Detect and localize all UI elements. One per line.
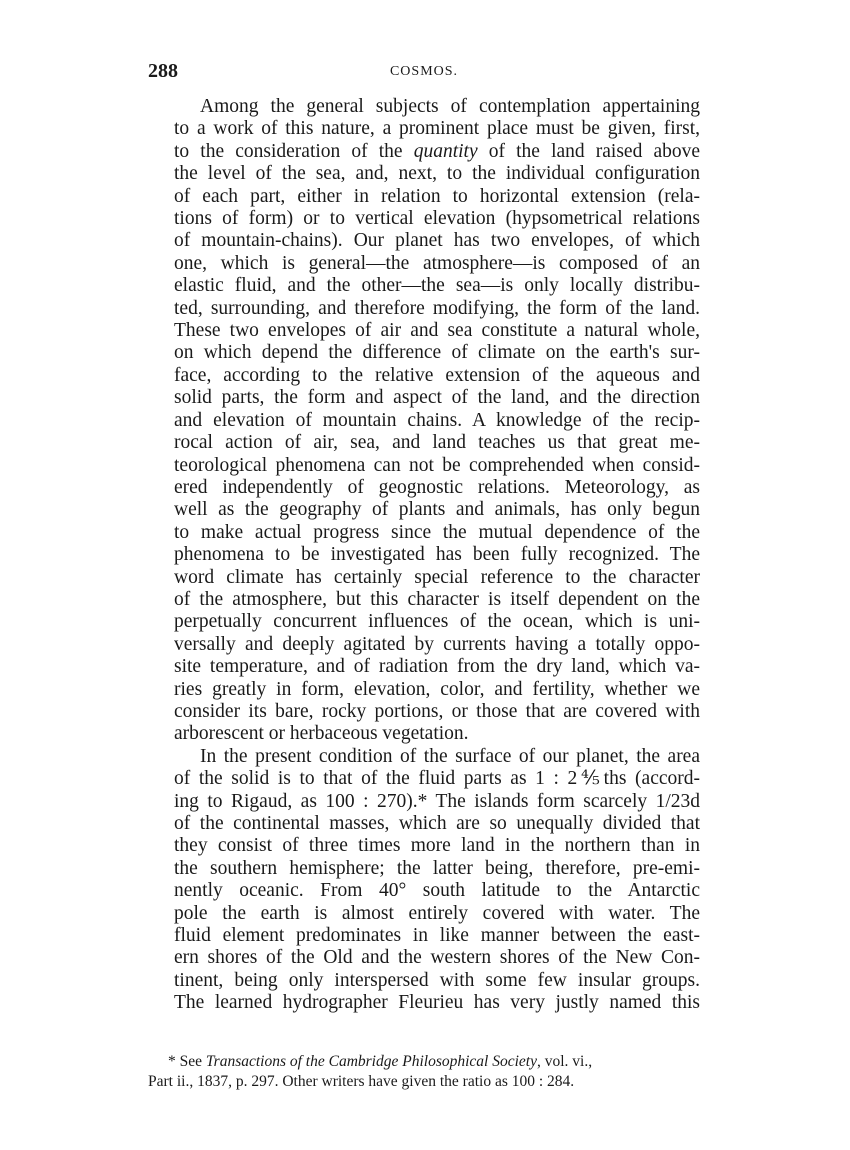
emphasis-quantity: quantity bbox=[413, 140, 478, 162]
footnote-line: Part ii., 1837, p. 297. Other writers have given the ratio as 100 : 284. bbox=[148, 1073, 575, 1090]
text-line: rocal action of air, sea, and land teaches us that great me- bbox=[174, 432, 700, 454]
text-line: to the consideration of the quantity of the land raised above bbox=[174, 140, 701, 162]
text-line: fluid element predominates in like manner between the east- bbox=[174, 925, 700, 947]
text-line: The learned hydrographer Fleurieu has very justly named this bbox=[174, 992, 700, 1014]
text-line: tions of form) or to vertical elevation (hypsometrical relations bbox=[174, 208, 700, 230]
text-line: well as the geography of plants and animals, has only begun bbox=[174, 499, 700, 521]
text-line: tinent, being only interspersed with some few insular groups. bbox=[174, 969, 700, 991]
text-line: arborescent or herbaceous vegetation. bbox=[174, 723, 469, 745]
text-line: the southern hemisphere; the latter being, therefore, pre-emi- bbox=[174, 857, 700, 879]
text-line: ern shores of the Old and the western shores of the New Con- bbox=[174, 947, 700, 969]
text-line: In the present condition of the surface of our planet, the area bbox=[200, 745, 700, 767]
text-line: consider its bare, rocky portions, or those that are covered with bbox=[174, 700, 700, 722]
text-line: of the continental masses, which are so unequally divided that bbox=[174, 813, 700, 834]
body-text bbox=[148, 96, 700, 1015]
footnote-line: * See Transactions of the Cambridge Philosophical Society, vol. vi., bbox=[168, 1053, 593, 1070]
page-number: 288 bbox=[148, 60, 178, 82]
text-line: of mountain-chains). Our planet has two envelopes, of which bbox=[174, 230, 700, 252]
text-line: to make actual progress since the mutual dependence of the bbox=[174, 521, 700, 543]
text-line: face, according to the relative extension of the aqueous and bbox=[174, 364, 700, 386]
text-line: the level of the sea, and, next, to the individual configuration bbox=[174, 163, 700, 185]
text-line: they consist of three times more land in the northern than in bbox=[174, 835, 700, 857]
running-head bbox=[148, 60, 700, 86]
text-line: of the atmosphere, but this character is itself dependent on the bbox=[174, 588, 700, 610]
running-title: COSMOS. bbox=[389, 64, 459, 79]
text-line: Among the general subjects of contemplation appertaining bbox=[200, 96, 700, 117]
text-line: on which depend the difference of climate on the earth's sur- bbox=[174, 342, 700, 364]
text-line: ted, surrounding, and therefore modifying, the form of the land. bbox=[174, 297, 700, 319]
footnote bbox=[148, 1052, 700, 1092]
text-line: nently oceanic. From 40° south latitude to the Antarctic bbox=[174, 880, 700, 902]
text-line: of the solid is to that of the fluid parts as 1 : 2⅘ths (accord- bbox=[174, 768, 700, 790]
text-line: perpetually concurrent influences of the ocean, which is uni- bbox=[174, 611, 700, 633]
page bbox=[148, 60, 700, 1015]
text-line: ing to Rigaud, as 100 : 270).* The islands form scarcely 1/23d bbox=[174, 790, 700, 812]
footnote-journal-title: Transactions of the Cambridge Philosophical Society bbox=[205, 1053, 537, 1070]
text-line: site temperature, and of radiation from the dry land, which va- bbox=[174, 656, 700, 678]
text-line: solid parts, the form and aspect of the land, and the direction bbox=[174, 387, 700, 409]
text-line: teorological phenomena can not be comprehended when consid- bbox=[174, 454, 700, 476]
text-line: pole the earth is almost entirely covered with water. The bbox=[174, 902, 700, 924]
text-line: of each part, either in relation to horizontal extension (rela- bbox=[174, 185, 700, 207]
text-line: ries greatly in form, elevation, color, and fertility, whether we bbox=[174, 678, 700, 700]
text-line: one, which is general—the atmosphere—is composed of an bbox=[174, 252, 700, 274]
text-line: versally and deeply agitated by currents having a totally oppo- bbox=[174, 633, 700, 655]
text-line: elastic fluid, and the other—the sea—is only locally distribu- bbox=[174, 275, 700, 297]
text-line: and elevation of mountain chains. A knowledge of the recip- bbox=[174, 409, 700, 431]
paragraph-1 bbox=[148, 96, 700, 746]
text-line: word climate has certainly special reference to the character bbox=[174, 566, 700, 588]
paragraph-2 bbox=[148, 746, 700, 1015]
text-line: to a work of this nature, a prominent place must be given, first, bbox=[174, 118, 700, 140]
text-line: ered independently of geognostic relations. Meteorology, as bbox=[174, 476, 700, 498]
text-line: phenomena to be investigated has been fully recognized. The bbox=[174, 544, 700, 566]
text-line: These two envelopes of air and sea constitute a natural whole, bbox=[174, 320, 700, 342]
